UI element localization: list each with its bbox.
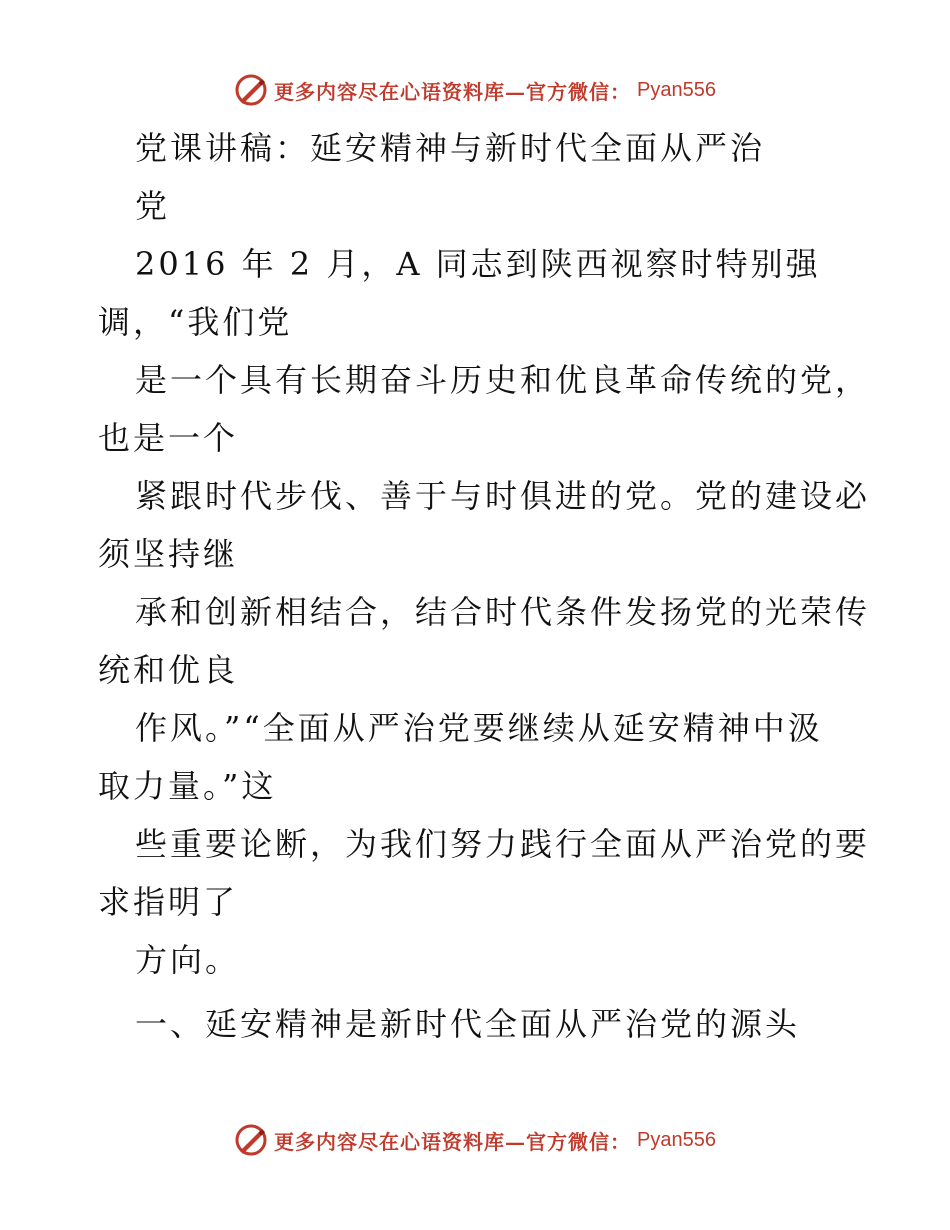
paragraph-line: 须坚持继 (98, 535, 239, 573)
watermark-wechat-id: Pyan556 (637, 1128, 716, 1151)
pen-logo-icon (234, 73, 268, 107)
paragraph-line: 统和优良 (98, 651, 239, 689)
watermark-wechat-id: Pyan556 (637, 78, 716, 101)
document-title: 党课讲稿：延安精神与新时代全面从严治 (135, 129, 766, 167)
paragraph-line: 取力量。”这 (98, 767, 277, 805)
paragraph-line: 方向。 (135, 941, 241, 979)
paragraph-line: 紧跟时代步伐、善于与时俱进的党。党的建设必 (135, 477, 871, 515)
paragraph-line: 作风。”“全面从严治党要继续从延安精神中汲 (135, 709, 823, 747)
section-heading: 一、延安精神是新时代全面从严治党的源头 (135, 1005, 801, 1043)
watermark-banner-bottom (0, 1120, 950, 1160)
watermark-text: 更多内容尽在心语资料库—官方微信： (274, 79, 632, 104)
document-title-continued: 党 (135, 187, 171, 225)
paragraph-line: 是一个具有长期奋斗历史和优良革命传统的党， (135, 361, 871, 399)
paragraph-line: 些重要论断，为我们努力践行全面从严治党的要 (135, 825, 871, 863)
paragraph-line: 求指明了 (98, 883, 239, 921)
paragraph-line: 调，“我们党 (98, 303, 293, 341)
paragraph-line: 也是一个 (98, 419, 239, 457)
watermark-banner-top (0, 70, 950, 110)
paragraph-line: 2016 年 2 月，A 同志到陕西视察时特别强 (135, 245, 821, 283)
watermark-text: 更多内容尽在心语资料库—官方微信： (274, 1129, 632, 1154)
pen-logo-icon (234, 1123, 268, 1157)
paragraph-line: 承和创新相结合，结合时代条件发扬党的光荣传 (135, 593, 871, 631)
